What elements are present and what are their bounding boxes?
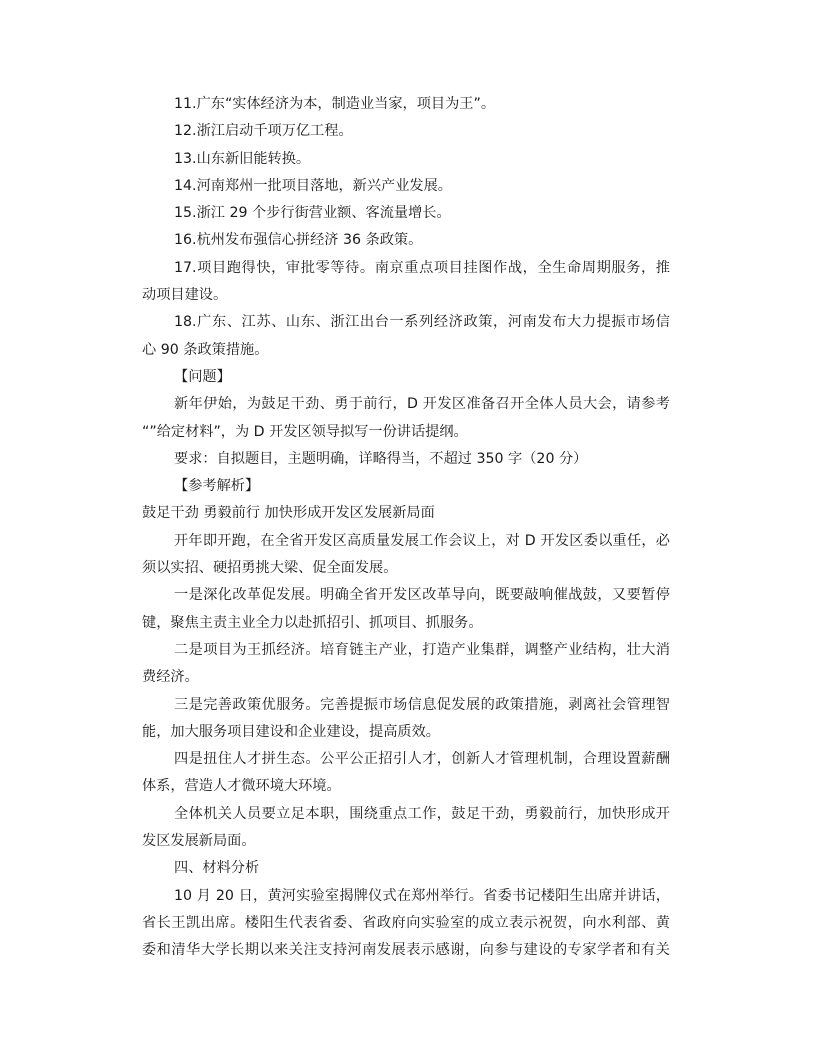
- text-line: 全体机关人员要立足本职，围绕重点工作，鼓足干劲，勇毅前行，加快形成开: [174, 805, 670, 822]
- text-line: 18.广东、江苏、山东、浙江出台一系列经济政策，河南发布大力提振市场信: [174, 314, 670, 331]
- text-line: 三是完善政策优服务。完善提振市场信息促发展的政策措施，剥离社会管理智: [174, 696, 670, 713]
- text-line: 动项目建设。: [142, 287, 228, 304]
- text-line: 新年伊始，为鼓足干劲、勇于前行，D 开发区准备召开全体人员大会，请参考: [174, 396, 670, 413]
- text-line: 11.广东“实体经济为本，制造业当家，项目为王”。: [174, 96, 496, 112]
- text-line: 发区发展新局面。: [142, 833, 256, 850]
- text-line: 一是深化改革促发展。明确全省开发区改革导向，既要敲响催战鼓，又要暂停: [174, 587, 670, 604]
- text-line: 四、材料分析: [174, 860, 260, 877]
- text-line: 须以实招、硬招勇挑大梁、促全面发展。: [142, 560, 398, 577]
- text-line: 10 月 20 日，黄河实验室揭牌仪式在郑州举行。省委书记楼阳生出席并讲话，: [174, 887, 670, 904]
- text-line: 鼓足干劲 勇毅前行 加快形成开发区发展新局面: [142, 505, 435, 522]
- text-line: 费经济。: [142, 669, 199, 686]
- text-line: “”给定材料”，为 D 开发区领导拟写一份讲话提纲。: [142, 423, 468, 440]
- text-line: 体系，营造人才微环境大环境。: [142, 778, 341, 795]
- text-line: 【参考解析】: [174, 478, 260, 495]
- text-line: 开年即开跑，在全省开发区高质量发展工作会议上，对 D 开发区委以重任，必: [174, 532, 670, 549]
- text-line: 键，聚焦主责主业全力以赴抓招引、抓项目、抓服务。: [142, 614, 483, 631]
- text-line: 二是项目为王抓经济。培育链主产业，打造产业集群，调整产业结构，壮大消: [174, 641, 670, 658]
- text-line: 15.浙江 29 个步行街营业额、客流量增长。: [174, 205, 451, 222]
- text-line: 心 90 条政策措施。: [142, 341, 269, 358]
- text-line: 17.项目跑得快，审批零等待。南京重点项目挂图作战，全生命周期服务，推: [174, 259, 670, 276]
- text-line: 委和清华大学长期以来关注支持河南发展表示感谢，向参与建设的专家学者和有关: [142, 942, 670, 959]
- text-line: 【问题】: [174, 368, 231, 385]
- text-line: 能，加大服务项目建设和企业建设，提高质效。: [142, 723, 440, 740]
- text-line: 省长王凯出席。楼阳生代表省委、省政府向实验室的成立表示祝贺，向水利部、黄: [142, 914, 670, 931]
- text-line: 要求：自拟题目，主题明确，详略得当，不超过 350 字（20 分）: [174, 450, 588, 467]
- text-line: 12.浙江启动千项万亿工程。: [174, 123, 353, 140]
- text-line: 16.杭州发布强信心拼经济 36 条政策。: [174, 232, 423, 249]
- text-line: 四是扭住人才拼生态。公平公正招引人才，创新人才管理机制，合理设置薪酬: [174, 751, 670, 768]
- text-line: 13.山东新旧能转换。: [174, 150, 311, 167]
- text-line: 14.河南郑州一批项目落地，新兴产业发展。: [174, 177, 452, 194]
- document-body: [142, 91, 670, 965]
